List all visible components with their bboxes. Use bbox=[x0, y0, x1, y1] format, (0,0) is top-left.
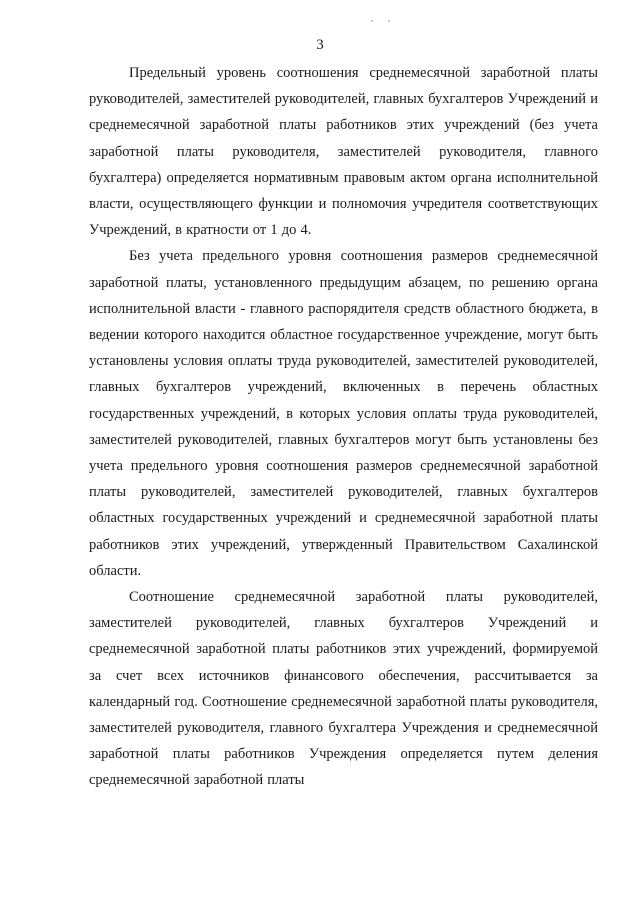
page-number: 3 bbox=[316, 37, 324, 53]
scan-speck bbox=[388, 20, 390, 22]
paragraph-limit-ratio: Предельный уровень соотношения среднемесячной заработной платы руководителей, заместителей руководителей, главных бухгалтеров Учреждений и среднемесячной заработной платы работников этих учреждений (без учета заработной платы руководителя, заместителей руководителя, главного бухгалтера) определяется нормативным правовым актом органа исполнительной власти, осуществляющего функции и полномочия учредителя соответствующих Учреждений, в кратности от 1 до 4. bbox=[89, 65, 598, 239]
paragraph-exception: Без учета предельного уровня соотношения размеров среднемесячной заработной платы, установленного предыдущим абзацем, по решению органа исполнительной власти - главного распорядителя средств областного бюджета, в ведении которого находится областное государственное учреждение, могут быть установлены условия оплаты труда руководителей, заместителей руководителей, главных бухгалтеров учреждений, включенных в перечень областных государственных учреждений, в которых условия оплаты труда руководителей, заместителей руководителей, главных бухгалтеров могут быть установлены без учета предельного уровня соотношения размеров среднемесячной заработной платы руководителей, заместителей руководителей, главных бухгалтеров областных государственных учреждений и среднемесячной заработной платы работников этих учреждений, утвержденный Правительством Сахалинской области. bbox=[89, 248, 598, 579]
document-body bbox=[89, 60, 598, 794]
scan-speck bbox=[371, 20, 373, 22]
paragraph-calculation: Соотношение среднемесячной заработной платы руководителей, заместителей руководителей, главных бухгалтеров Учреждений и среднемесячной заработной платы работников этих учреждений, формируемой за счет всех источников финансового обеспечения, рассчитывается за календарный год. Соотношение среднемесячной заработной платы руководителя, заместителей руководителя, главного бухгалтера Учреждения и среднемесячной заработной платы работников Учреждения определяется путем деления среднемесячной заработной платы bbox=[89, 589, 598, 789]
